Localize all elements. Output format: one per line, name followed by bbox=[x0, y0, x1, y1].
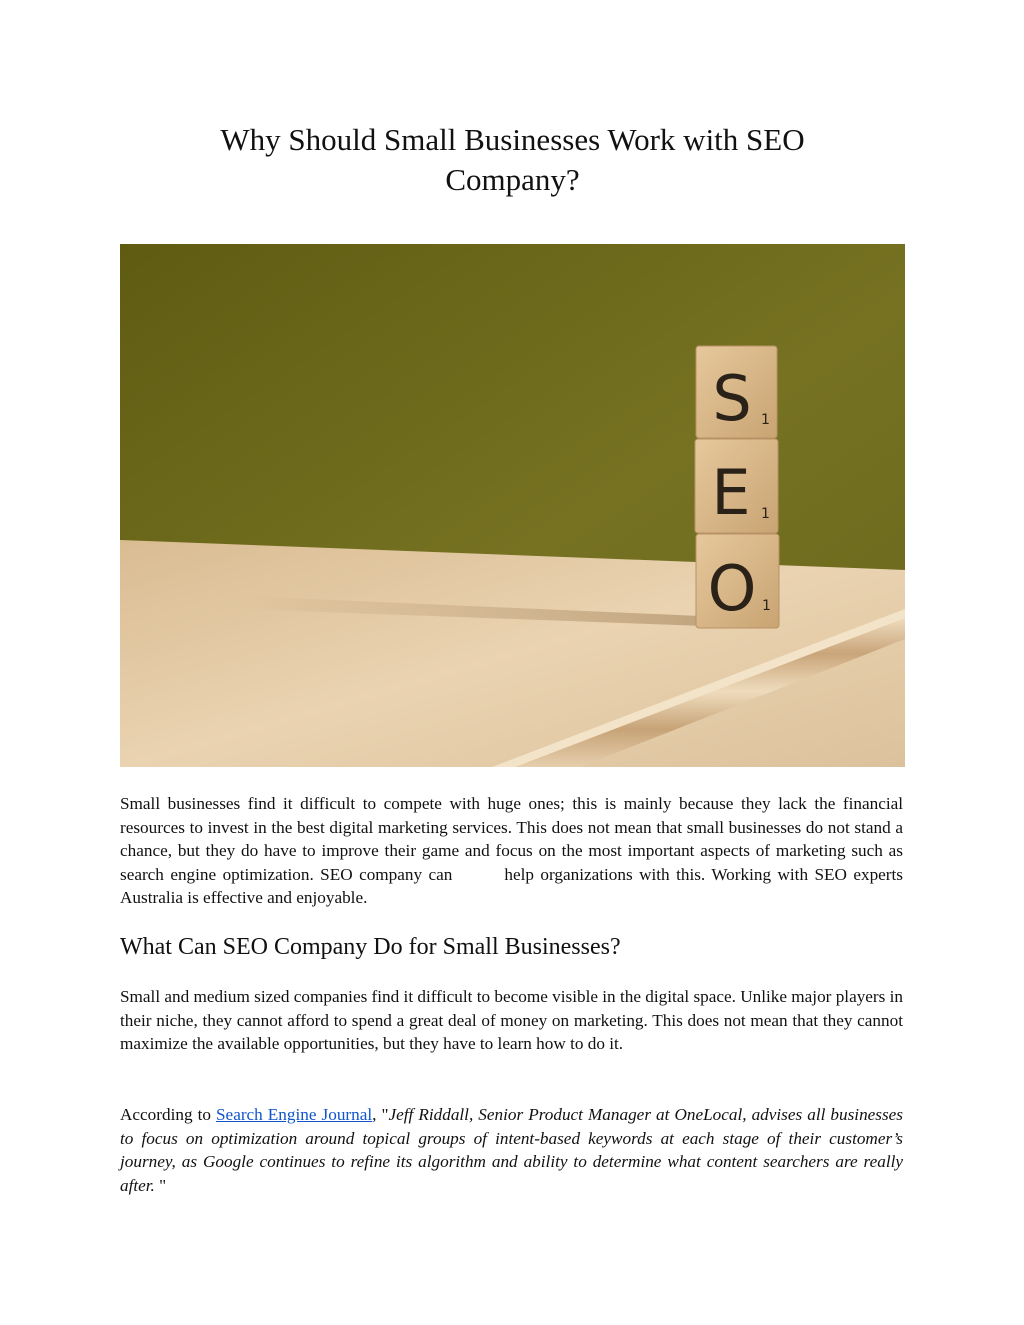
svg-text:1: 1 bbox=[762, 598, 771, 614]
quote-prefix: According to bbox=[120, 1105, 216, 1124]
section-heading: What Can SEO Company Do for Small Businesses? bbox=[120, 934, 621, 960]
quote-close: " bbox=[154, 1175, 167, 1195]
intro-paragraph-text-a: Small businesses find it difficult to compete with huge ones; this is mainly because they lack the financial resources to invest in the best digital marketing services. This does not mean that small businesses do not stand a chance, but they do have to improve their game and focus on the most important aspects of marketing such as search engine optimization. SEO company can bbox=[120, 794, 903, 884]
svg-text:E: E bbox=[711, 456, 751, 529]
tile-s bbox=[696, 346, 777, 438]
hero-image-seo-tiles bbox=[120, 244, 905, 767]
intro-paragraph-text-b: help organizations with this. Working with SEO experts Australia is effective and enjoyable. bbox=[120, 864, 903, 908]
seo-tile-stack bbox=[695, 346, 779, 628]
page-title bbox=[120, 120, 905, 200]
svg-text:1: 1 bbox=[761, 412, 770, 428]
search-engine-journal-link[interactable]: Search Engine Journal bbox=[216, 1105, 373, 1124]
svg-text:1: 1 bbox=[761, 506, 770, 522]
page-title-line-1: Why Should Small Businesses Work with SEO bbox=[220, 122, 805, 157]
section-paragraph: Small and medium sized companies find it difficult to become visible in the digital space. Unlike major players in their niche, they cannot afford to spend a great deal of money on marketing. This does not mean that they cannot maximize the available opportunities, but they have to learn how to do it. bbox=[120, 987, 903, 1054]
page-title-line-2: Company? bbox=[445, 162, 580, 197]
tile-e bbox=[695, 439, 778, 533]
tile-o bbox=[696, 534, 779, 628]
quote-paragraph bbox=[120, 1103, 903, 1197]
quote-open: , " bbox=[372, 1105, 389, 1124]
svg-text:O: O bbox=[707, 552, 757, 625]
intro-paragraph bbox=[120, 792, 903, 910]
svg-text:S: S bbox=[712, 362, 752, 435]
quote-text: Jeff Riddall, Senior Product Manager at OneLocal, advises all businesses to focus on optimization around topical groups of intent-based keywords at each stage of their customer’s journey, as Google continues to refine its algorithm and ability to determine what content searchers are really after. bbox=[120, 1105, 903, 1195]
